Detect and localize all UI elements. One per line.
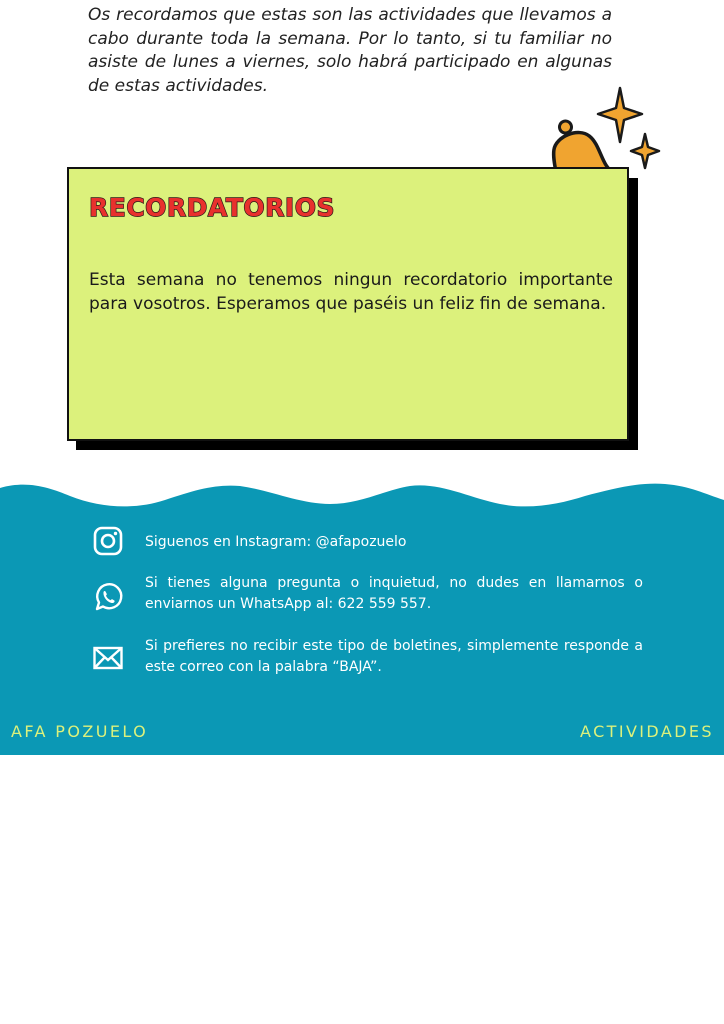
instagram-icon: [92, 525, 124, 557]
whatsapp-icon: [92, 581, 124, 613]
whatsapp-text: Si tienes alguna pregunta o inquietud, no dudes en llamarnos o enviarnos un WhatsApp al: 622 559 557.: [145, 575, 643, 612]
reminders-card: [67, 167, 629, 441]
instagram-row: [92, 525, 652, 557]
footer-brand-right: ACTIVIDADES: [580, 722, 714, 741]
reminders-title: RECORDATORIOS: [89, 193, 335, 222]
footer-brand-left: AFA POZUELO: [11, 722, 149, 741]
reminders-body: Esta semana no tenemos ningun recordatorio importante para vosotros. Esperamos que paséis un feliz fin de semana.: [89, 270, 613, 314]
email-row: [92, 638, 652, 675]
envelope-icon: [92, 642, 124, 674]
footer-banner: [0, 470, 724, 755]
intro-paragraph: Os recordamos que estas son las actividades que llevamos a cabo durante toda la semana. Por lo tanto, si tu familiar no asiste de lunes a viernes, solo habrá participado en algunas de estas actividades.: [88, 5, 612, 96]
instagram-text: Siguenos en Instagram: @afapozuelo: [145, 534, 407, 550]
email-text: Si prefieres no recibir este tipo de boletines, simplemente responde a este correo con la palabra “BAJA”.: [145, 638, 643, 675]
whatsapp-row: [92, 575, 652, 613]
